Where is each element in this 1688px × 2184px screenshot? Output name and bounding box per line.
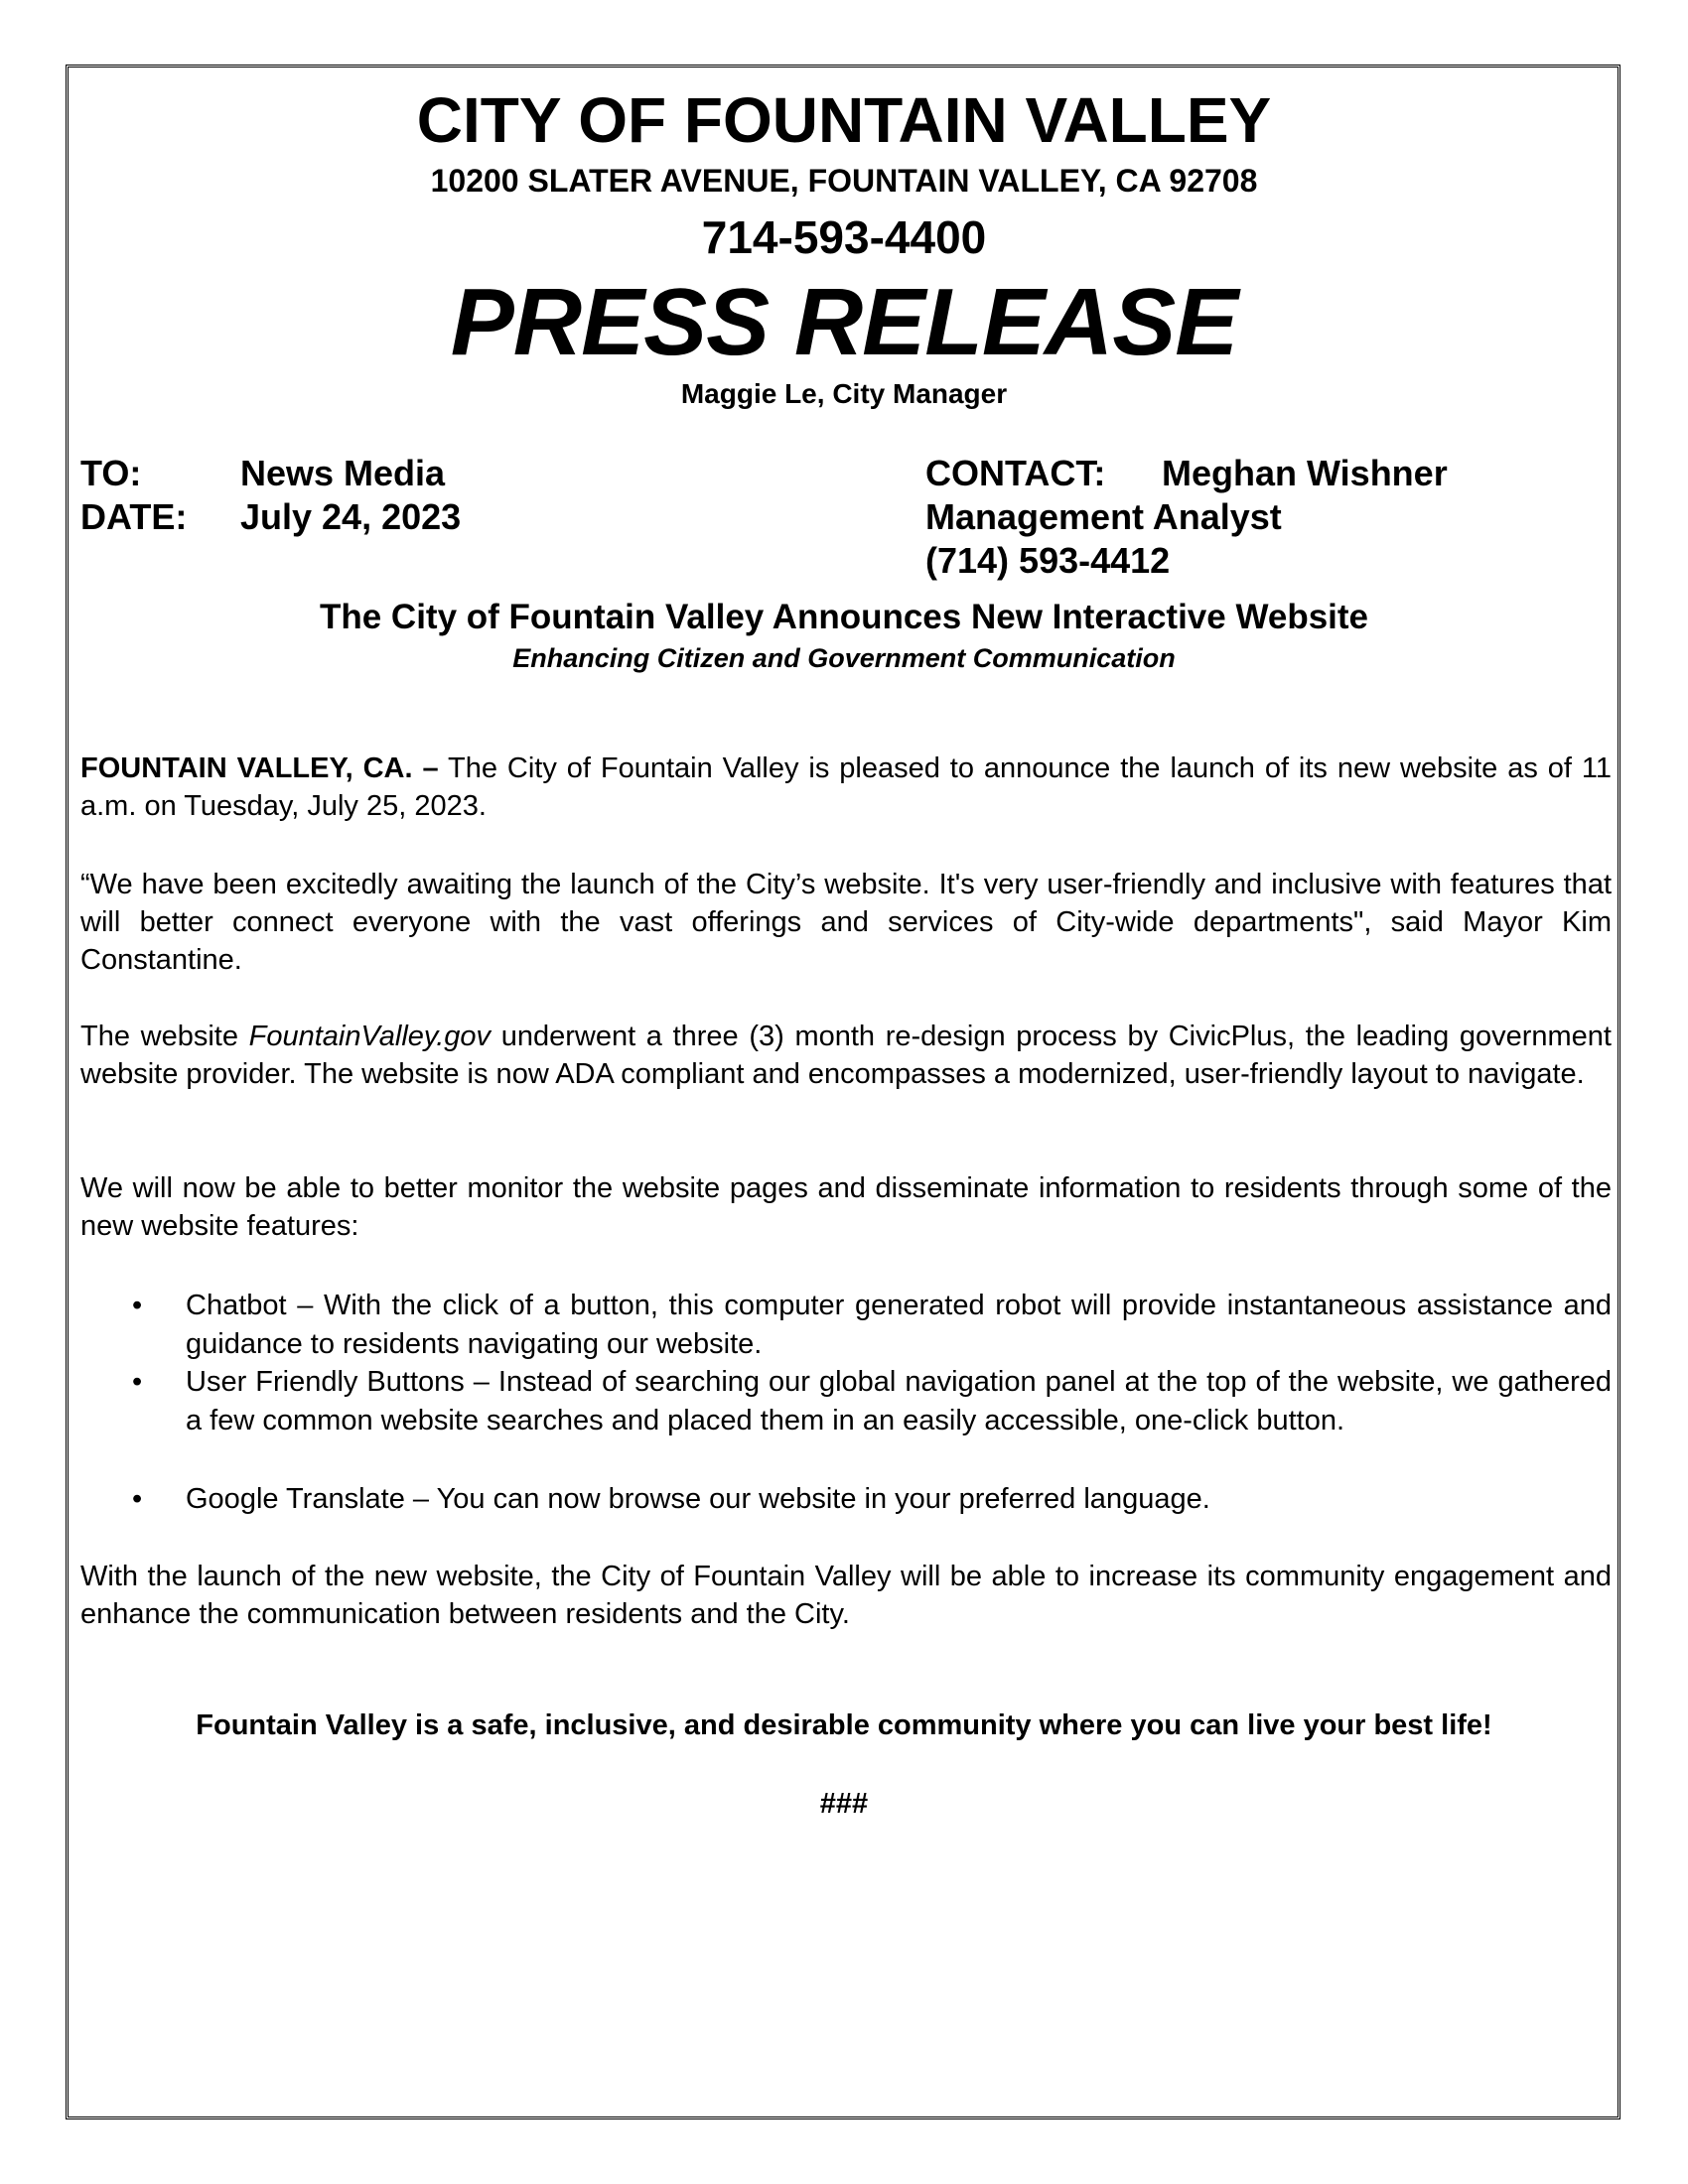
feature-chatbot: Chatbot – With the click of a button, this computer generated robot will provide instantaneous assistance and guidance to residents navigating our website. (186, 1290, 1612, 1360)
website-name: FountainValley.gov (248, 1021, 492, 1052)
city-address: 10200 SLATER AVENUE, FOUNTAIN VALLEY, CA 92708 (430, 163, 1258, 199)
to-value: News Media (240, 453, 446, 493)
bullet-icon: • (132, 1483, 143, 1515)
paragraph-intro (80, 750, 1612, 825)
contact-name: Meghan Wishner (1162, 453, 1448, 493)
contact-phone: (714) 593-4412 (925, 540, 1171, 581)
contact-label: CONTACT: (925, 453, 1106, 493)
headline: The City of Fountain Valley Announces New Interactive Website (319, 598, 1369, 636)
date-value: July 24, 2023 (240, 496, 462, 537)
bullet-icon: • (132, 1290, 143, 1321)
paragraph-features-intro: We will now be able to better monitor the website pages and disseminate information to residents through some of the new website features: (80, 1172, 1612, 1242)
bullet-icon: • (132, 1366, 143, 1398)
redesign-text-a: The website (80, 1021, 249, 1052)
contact-title: Management Analyst (925, 496, 1282, 537)
city-name: CITY OF FOUNTAIN VALLEY (416, 84, 1272, 156)
date-label: DATE: (80, 496, 188, 537)
intro-text: The City of Fountain Valley is pleased to announce the launch of its new website as of 11 a.m. on Tuesday, July 25, 2023. (80, 752, 1612, 822)
to-label: TO: (80, 453, 142, 493)
feature-buttons: User Friendly Buttons – Instead of searching our global navigation panel at the top of the website, we gathered a few common website searches and placed them in an easily accessible, one-click button. (186, 1366, 1612, 1436)
closing-statement: Fountain Valley is a safe, inclusive, and desirable community where you can live your best life! (196, 1709, 1492, 1741)
dateline: FOUNTAIN VALLEY, CA. – (80, 752, 439, 784)
subheadline: Enhancing Citizen and Government Communication (512, 643, 1176, 673)
redesign-text-b: underwent a three (3) month re-design process by CivicPlus, the leading government website provider. The website is now ADA compliant and encompasses a modernized, user-friendly layout to navigate. (80, 1021, 1612, 1090)
document-type: PRESS RELEASE (450, 269, 1238, 375)
paragraph-quote: “We have been excitedly awaiting the launch of the City’s website. It's very user-friendly and inclusive with features that will better connect everyone with the vast offerings and services of City-wide departments", said Mayor Kim Constantine. (80, 869, 1612, 976)
paragraph-conclusion: With the launch of the new website, the City of Fountain Valley will be able to increase its community engagement and enhance the communication between residents and the City. (80, 1561, 1612, 1630)
end-mark: ### (819, 1788, 869, 1820)
city-manager: Maggie Le, City Manager (680, 378, 1008, 409)
paragraph-redesign (80, 1018, 1612, 1093)
city-phone: 714-593-4400 (701, 211, 987, 263)
feature-translate: Google Translate – You can now browse our website in your preferred language. (186, 1483, 1210, 1515)
